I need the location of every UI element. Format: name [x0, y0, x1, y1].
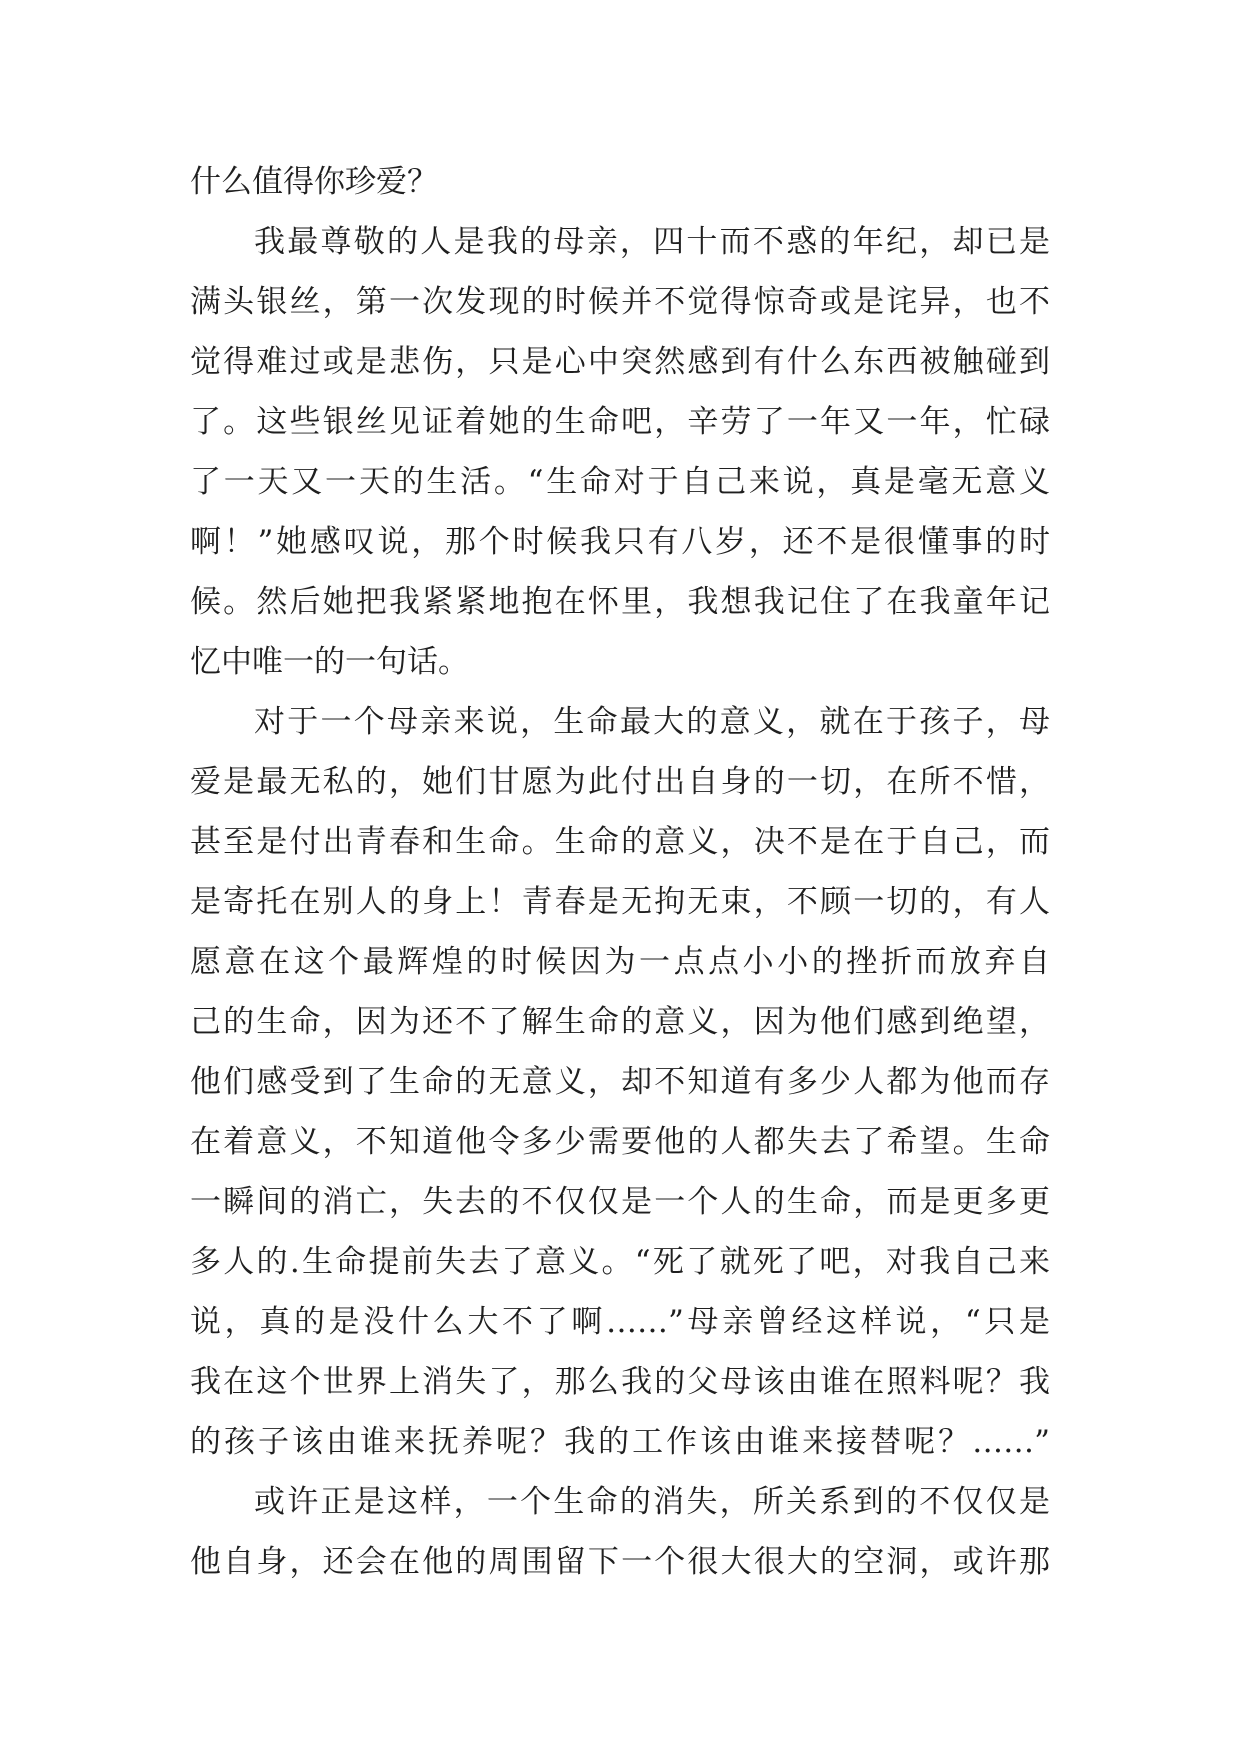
text-line: 啊！”她感叹说，那个时候我只有八岁，还不是很懂事的时 [190, 524, 1050, 560]
text-line: 忆中唯一的一句话。 [190, 644, 469, 680]
text-line: 的孩子该由谁来抚养呢？我的工作该由谁来接替呢？……” [190, 1424, 1050, 1460]
text-line: 说，真的是没什么大不了啊……”母亲曾经这样说，“只是 [190, 1304, 1050, 1340]
text-line: 满头银丝，第一次发现的时候并不觉得惊奇或是诧异，也不 [190, 284, 1050, 320]
text-line: 一瞬间的消亡，失去的不仅仅是一个人的生命，而是更多更 [190, 1184, 1050, 1220]
text-line: 己的生命，因为还不了解生命的意义，因为他们感到绝望， [190, 1004, 1050, 1040]
text-line: 甚至是付出青春和生命。生命的意义，决不是在于自己，而 [190, 824, 1050, 860]
text-line: 他们感受到了生命的无意义，却不知道有多少人都为他而存 [190, 1064, 1050, 1100]
text-line: 他自身，还会在他的周围留下一个很大很大的空洞，或许那 [190, 1544, 1050, 1580]
paragraph-first-line: 我最尊敬的人是我的母亲，四十而不惑的年纪，却已是 [254, 224, 1050, 260]
text-line: 觉得难过或是悲伤，只是心中突然感到有什么东西被触碰到 [190, 344, 1050, 380]
document-body [190, 152, 1050, 1592]
text-line: 了。这些银丝见证着她的生命吧，辛劳了一年又一年，忙碌 [190, 404, 1050, 440]
text-line: 愿意在这个最辉煌的时候因为一点点小小的挫折而放弃自 [190, 944, 1050, 980]
text-line: 在着意义，不知道他令多少需要他的人都失去了希望。生命 [190, 1124, 1050, 1160]
paragraph-first-line: 或许正是这样，一个生命的消失，所关系到的不仅仅是 [254, 1484, 1050, 1520]
text-line: 多人的.生命提前失去了意义。“死了就死了吧，对我自己来 [190, 1244, 1050, 1280]
paragraph-first-line: 对于一个母亲来说，生命最大的意义，就在于孩子，母 [254, 704, 1050, 740]
text-line: 了一天又一天的生活。“生命对于自己来说，真是毫无意义 [190, 464, 1050, 500]
text-line: 什么值得你珍爱？ [190, 164, 438, 200]
text-line: 候。然后她把我紧紧地抱在怀里，我想我记住了在我童年记 [190, 584, 1050, 620]
text-line: 是寄托在别人的身上！青春是无拘无束，不顾一切的，有人 [190, 884, 1050, 920]
text-line: 爱是最无私的，她们甘愿为此付出自身的一切，在所不惜， [190, 764, 1050, 800]
text-line: 我在这个世界上消失了，那么我的父母该由谁在照料呢？我 [190, 1364, 1050, 1400]
